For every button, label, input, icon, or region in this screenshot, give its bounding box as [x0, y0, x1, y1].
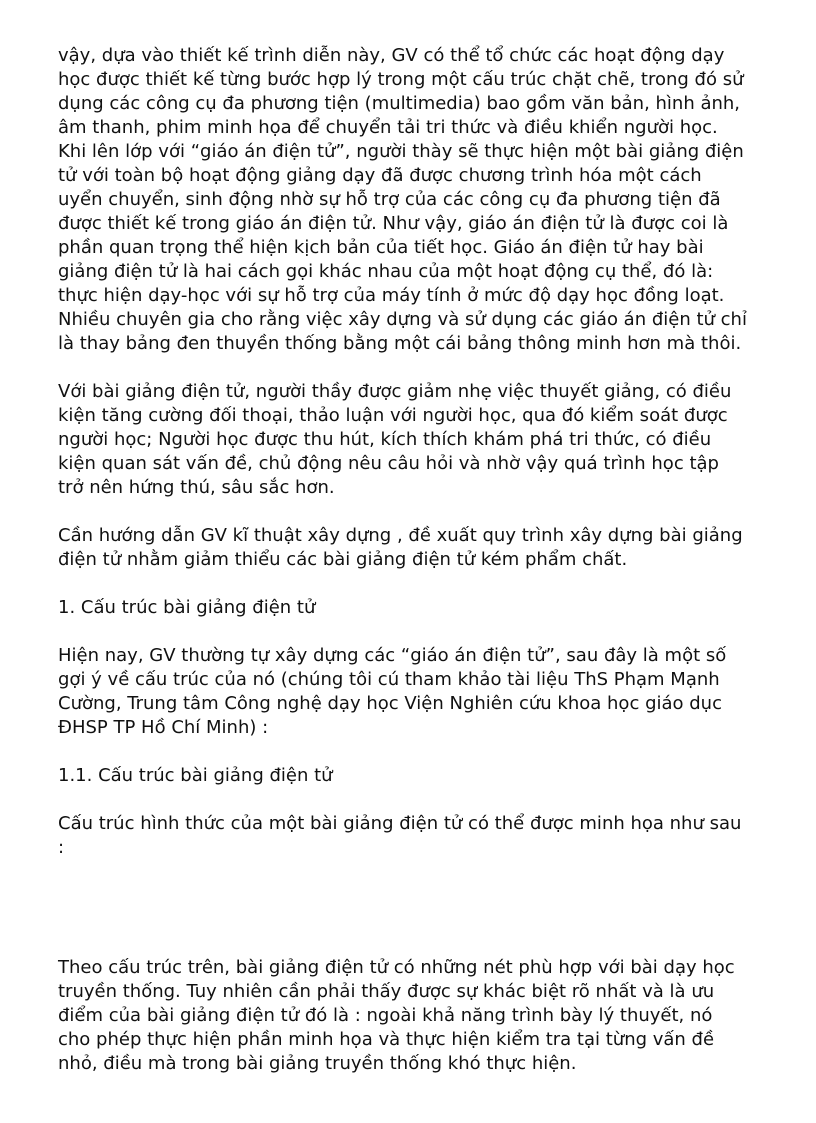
text-line: vậy, dựa vào thiết kế trình diễn này, GV có thể tổ chức các hoạt động dạy — [58, 45, 725, 66]
text-line: Cần hướng dẫn GV kĩ thuật xây dựng , đề xuất quy trình xây dựng bài giảng — [58, 525, 743, 546]
text-line: tử với toàn bộ hoạt động giảng dạy đã được chương trình hóa một cách — [58, 165, 702, 186]
paragraph-multimedia-teaching — [58, 44, 784, 356]
text-line: người học; Người học được thu hút, kích thích khám phá tri thức, có điều — [58, 429, 712, 450]
text-line: điện tử nhằm giảm thiểu các bài giảng điện tử kém phẩm chất. — [58, 549, 628, 570]
text-line: dụng các công cụ đa phương tiện (multimedia) bao gồm văn bản, hình ảnh, — [58, 93, 741, 114]
paragraph-spacer — [58, 740, 784, 764]
text-line: giảng điện tử là hai cách gọi khác nhau của một hoạt động cụ thể, đó là: — [58, 261, 714, 282]
text-line: phần quan trọng thể hiện kịch bản của tiết học. Giáo án điện tử hay bài — [58, 237, 704, 258]
text-line: : — [58, 837, 65, 858]
text-line: Nhiều chuyên gia cho rằng việc xây dựng và sử dụng các giáo án điện tử chỉ — [58, 309, 747, 330]
heading-text: 1.1. Cấu trúc bài giảng điện tử — [58, 765, 333, 786]
paragraph-spacer — [58, 500, 784, 524]
document-page — [58, 44, 784, 1076]
paragraph-comparison — [58, 956, 784, 1076]
text-line: học được thiết kế từng bước hợp lý trong một cấu trúc chặt chẽ, trong đó sử — [58, 69, 744, 90]
text-line: ĐHSP TP Hồ Chí Minh) : — [58, 717, 269, 738]
text-line: Theo cấu trúc trên, bài giảng điện tử có những nét phù hợp với bài dạy học — [58, 957, 735, 978]
text-line: kiện quan sát vấn đề, chủ động nêu câu hỏi và nhờ vậy quá trình học tập — [58, 453, 719, 474]
paragraph-teacher-benefits — [58, 380, 784, 500]
text-line: cho phép thực hiện phần minh họa và thực hiện kiểm tra tại từng vấn đề — [58, 1029, 715, 1050]
figure-placeholder — [58, 860, 784, 956]
paragraph-structure-intro — [58, 644, 784, 740]
text-line: Với bài giảng điện tử, người thầy được giảm nhẹ việc thuyết giảng, có điều — [58, 381, 732, 402]
paragraph-structure-illustration — [58, 812, 784, 860]
text-line: Cấu trúc hình thức của một bài giảng điện tử có thể được minh họa như sau — [58, 813, 742, 834]
text-line: kiện tăng cường đối thoại, thảo luận với người học, qua đó kiểm soát được — [58, 405, 728, 426]
paragraph-guidance — [58, 524, 784, 572]
text-line: được thiết kế trong giáo án điện tử. Như vậy, giáo án điện tử là được coi là — [58, 213, 729, 234]
section-heading — [58, 596, 784, 620]
paragraph-spacer — [58, 620, 784, 644]
text-line: truyền thống. Tuy nhiên cần phải thấy được sự khác biệt rõ nhất và là ưu — [58, 981, 715, 1002]
text-line: gợi ý về cấu trúc của nó (chúng tôi cú tham khảo tài liệu ThS Phạm Mạnh — [58, 669, 720, 690]
text-line: điểm của bài giảng điện tử đó là : ngoài khả năng trình bày lý thuyết, nó — [58, 1005, 713, 1026]
heading-text: 1. Cấu trúc bài giảng điện tử — [58, 597, 316, 618]
text-line: Hiện nay, GV thường tự xây dựng các “giáo án điện tử”, sau đây là một số — [58, 645, 727, 666]
text-line: là thay bảng đen thuyền thống bằng một cái bảng thông minh hơn mà thôi. — [58, 333, 742, 354]
subsection-heading — [58, 764, 784, 788]
text-line: thực hiện dạy-học với sự hỗ trợ của máy tính ở mức độ dạy học đồng loạt. — [58, 285, 725, 306]
text-line: Khi lên lớp với “giáo án điện tử”, người thày sẽ thực hiện một bài giảng điện — [58, 141, 744, 162]
paragraph-spacer — [58, 572, 784, 596]
text-line: Cường, Trung tâm Công nghệ dạy học Viện Nghiên cứu khoa học giáo dục — [58, 693, 722, 714]
text-line: âm thanh, phim minh họa để chuyển tải tri thức và điều khiển người học. — [58, 117, 718, 138]
text-line: uyển chuyển, sinh động nhờ sự hỗ trợ của các công cụ đa phương tiện đã — [58, 189, 721, 210]
paragraph-spacer — [58, 788, 784, 812]
paragraph-spacer — [58, 356, 784, 380]
text-line: nhỏ, điều mà trong bài giảng truyền thống khó thực hiện. — [58, 1053, 577, 1074]
text-line: trở nên hứng thú, sâu sắc hơn. — [58, 477, 335, 498]
